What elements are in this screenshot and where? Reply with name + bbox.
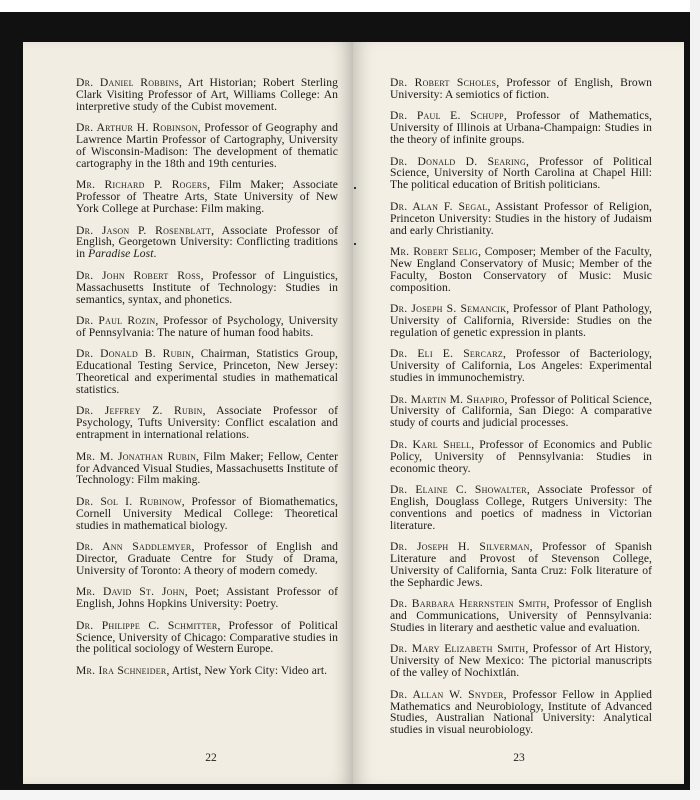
fellow-description: , Professor Fellow in Applied Mathematics and Neurobiology, Institute of Advanced Studies, Australian National University: Analytical studies in visual neurobiology. (390, 687, 652, 737)
fellow-name: Dr. Daniel Robbins (76, 76, 180, 89)
fellow-entry (390, 348, 652, 384)
fellow-name: Dr. Paul E. Schupp (390, 109, 504, 123)
fellow-description: , Associate Professor of English, Georgetown University: Conflicting traditions in (76, 223, 338, 261)
gutter-mark (354, 187, 356, 189)
fellow-name: Dr. Eli E. Sercarz (390, 347, 503, 361)
fellow-description: , Assistant Professor of Religion, Princeton University: Studies in the history of Judaism and early Christianity. (390, 199, 652, 237)
scan-background-top (0, 0, 700, 12)
fellow-name: Mr. David St. John (76, 585, 185, 599)
fellow-entry (390, 156, 652, 192)
right-page-column (390, 77, 652, 736)
fellow-entry (76, 586, 338, 610)
left-page-column (76, 77, 338, 677)
fellow-name: Mr. Richard P. Rogers (76, 178, 208, 192)
fellow-description: , Professor of Geography and Lawrence Martin Professor of Cartography, University of Wisconsin-Madison: The development of thematic cartography in the 18th and 19th centuries. (76, 121, 338, 170)
fellow-entry (390, 689, 652, 737)
fellow-name: Dr. Robert Scholes (390, 76, 497, 89)
fellow-entry (390, 394, 652, 430)
fellow-entry (76, 77, 338, 113)
fellow-entry (76, 122, 338, 170)
fellow-description: , Professor of Political Science, University of California, San Diego: A comparative study of courts and judicial processes. (390, 392, 652, 430)
fellow-description: , Professor of English and Communications, University of Pennsylvania: Studies in literary and aesthetic value and evaluation. (390, 597, 652, 635)
left-page (23, 42, 353, 784)
fellow-description: , Film Maker; Fellow, Center for Advanced Visual Studies, Massachusetts Institute of Technology: Film making. (76, 449, 338, 487)
fellow-description: , Professor of English and Director, Graduate Centre for Study of Drama, University of Toronto: A theory of modern comedy. (76, 540, 338, 577)
fellow-entry (390, 598, 652, 634)
fellow-name: Dr. Elaine C. Showalter (390, 482, 527, 496)
fellow-description: , Professor of Political Science, University of North Carolina at Chapel Hill: The political education of British politicians. (390, 154, 652, 192)
fellow-description: , Composer; Member of the Faculty, New England Conservatory of Music; Member of the Faculty, Boston Conservatory of Music: Music composition. (390, 244, 652, 294)
fellow-entry (76, 620, 338, 656)
fellow-description: , Professor of Economics and Public Policy, University of Pennsylvania: Studies in economic theory. (390, 437, 652, 475)
fellow-name: Dr. Donald D. Searing (390, 154, 526, 168)
fellow-entry (76, 496, 338, 532)
fellow-name: Dr. Paul Rozin (76, 314, 156, 327)
fellow-name: Dr. Barbara Herrnstein Smith (390, 597, 547, 611)
fellow-description: , Art Historian; Robert Sterling Clark Visiting Professor of Art, Williams College: An interpretive study of the Cubist movement. (76, 76, 338, 113)
fellow-description: , Film Maker; Associate Professor of Theatre Arts, State University of New York College at Purchase: Film making. (76, 178, 338, 216)
fellow-description: , Artist, New York City: Video art. (166, 663, 328, 677)
fellow-description: , Poet; Assistant Professor of English, Johns Hopkins University: Poetry. (76, 585, 338, 611)
scan-background-right (690, 0, 700, 800)
fellow-description: , Associate Professor of English, Douglass College, Rutgers University: The conventions and poetics of madness in Victorian literature. (390, 482, 652, 532)
scan-background-bottom (0, 790, 700, 800)
fellow-name: Dr. Ann Saddlemyer (76, 540, 192, 554)
fellow-name: Dr. Arthur H. Robinson (76, 121, 198, 135)
fellow-description: , Professor of Spanish Literature and Provost of Stevenson College, University of California, Santa Cruz: Folk literature of the Sephardic Jews. (390, 540, 652, 589)
fellow-entry (390, 484, 652, 532)
fellow-entry (76, 451, 338, 487)
fellow-name: Dr. Jeffrey Z. Rubin (76, 404, 203, 418)
fellow-description: , Chairman, Statistics Group, Educational Testing Service, Princeton, New Jersey: Theoretical and experimental studies in mathematical statistics. (76, 347, 338, 397)
fellow-description: , Professor of Bacteriology, University of California, Los Angeles: Experimental studies in immunochemistry. (390, 347, 652, 385)
fellow-name: Dr. Jason P. Rosenblatt (76, 223, 212, 237)
fellow-name: Dr. Joseph S. Semancik (390, 302, 507, 316)
page-number-left: 22 (205, 752, 217, 764)
fellow-name: Mr. Robert Selig (390, 244, 479, 258)
fellow-description: , Associate Professor of Psychology, Tufts University: Conflict escalation and entrapment in international relations. (76, 404, 338, 442)
fellow-entry (76, 541, 338, 577)
work-title: Paradise Lost (88, 247, 154, 261)
fellow-description: , Professor of Linguistics, Massachusetts Institute of Technology: Studies in semantics, syntax, and phonetics. (76, 268, 338, 306)
fellow-description: , Professor of Plant Pathology, University of California, Riverside: Studies on the regulation of genetic expression in plants. (390, 302, 652, 339)
page-number-right: 23 (513, 752, 525, 764)
fellow-description: , Professor of Political Science, University of Chicago: Comparative studies in the political sociology of Western Europe. (76, 618, 339, 656)
fellow-description: , Professor of Art History, University of New Mexico: The pictorial manuscripts of the valley of Nochixtlán. (390, 642, 652, 680)
fellow-name: Dr. Joseph H. Silverman (390, 540, 530, 554)
fellow-entry (390, 201, 652, 237)
fellow-name: Mr. Ira Schneider (76, 663, 167, 677)
fellow-entry (76, 179, 338, 215)
fellow-entry (76, 315, 338, 339)
fellow-entry (390, 541, 652, 589)
fellow-entry (76, 665, 338, 677)
fellow-description: , Professor of Mathematics, University of Illinois at Urbana-Champaign: Studies in the theory of infinite groups. (390, 109, 652, 147)
fellow-description: , Professor of Biomathematics, Cornell University Medical College: Theoretical studies in mathematical biology. (76, 494, 338, 532)
entry-tail: . (153, 247, 157, 261)
fellow-entry (76, 225, 338, 261)
fellow-entry (76, 348, 338, 396)
fellow-name: Dr. Philippe C. Schmitter (76, 618, 218, 632)
fellow-entry (76, 405, 338, 441)
gutter-mark (354, 243, 356, 245)
fellow-description: , Professor of Psychology, University of Pennsylvania: The nature of human food habits. (76, 314, 338, 339)
fellow-name: Dr. Allan W. Snyder (390, 687, 504, 701)
fellow-name: Mr. M. Jonathan Rubin (76, 449, 197, 463)
fellow-name: Dr. Martin M. Shapiro (390, 392, 505, 406)
fellow-name: Dr. Alan F. Segal (390, 199, 488, 213)
fellow-entry (390, 246, 652, 294)
fellow-name: Dr. Karl Shell (390, 437, 472, 451)
fellow-entry (76, 270, 338, 306)
fellow-entry (390, 439, 652, 475)
fellow-name: Dr. Sol I. Rubinow (76, 494, 182, 508)
fellow-entry (390, 643, 652, 679)
fellow-name: Dr. John Robert Ross (76, 268, 201, 282)
fellow-name: Dr. Mary Elizabeth Smith (390, 642, 526, 656)
fellow-description: , Professor of English, Brown University: A semiotics of fiction. (390, 76, 652, 101)
fellow-entry (390, 110, 652, 146)
fellow-entry (390, 77, 652, 101)
fellow-name: Dr. Donald B. Rubin (76, 347, 192, 361)
right-page (353, 42, 684, 784)
fellow-entry (390, 303, 652, 339)
